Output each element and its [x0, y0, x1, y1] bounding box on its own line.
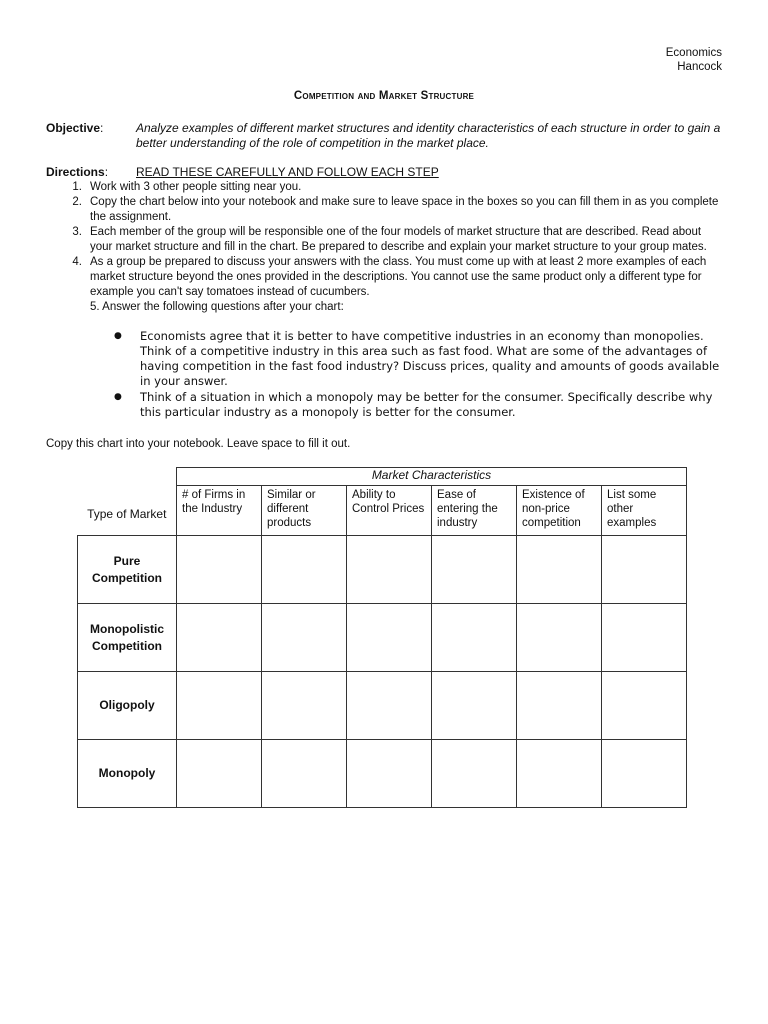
table-cell	[347, 604, 432, 672]
step-text: Copy the chart below into your notebook and make sure to leave space in the boxes so you can fill them in as you complete the assignment.	[90, 196, 719, 223]
row-header-label: Type of Market	[78, 486, 177, 536]
table-cell	[432, 672, 517, 740]
bullet-icon: ●	[114, 331, 122, 341]
table-cell	[432, 536, 517, 604]
table-cell	[517, 740, 602, 808]
column-header: Ability to Control Prices	[347, 486, 432, 536]
header-info	[666, 46, 722, 74]
table-cell	[432, 604, 517, 672]
row-header: Monopolistic Competition	[78, 604, 177, 672]
table-cell	[262, 536, 347, 604]
objective-label: Objective:	[46, 121, 104, 135]
bullet-text: Think of a situation in which a monopoly may be better for the consumer. Specifically describe why this particular industry as a monopoly is better for the consumer.	[140, 390, 713, 419]
question-bullets	[110, 329, 730, 421]
step-five: 5. Answer the following questions after your chart:	[90, 301, 344, 313]
table-row	[78, 536, 687, 604]
table-row	[78, 740, 687, 808]
group-header: Market Characteristics	[177, 468, 687, 486]
list-item	[110, 390, 730, 420]
step-text: Each member of the group will be responsible one of the four models of market structure that are described. Read about your market structure and fill in the chart. Be prepared to describe and explain your market structure to your group mates.	[90, 226, 707, 253]
step-number: 1.	[72, 181, 82, 193]
list-item	[110, 329, 730, 389]
subject-label: Economics	[665, 47, 722, 59]
list-item	[46, 255, 726, 300]
table-cell	[432, 740, 517, 808]
table-cell	[177, 672, 262, 740]
table-cell	[262, 672, 347, 740]
row-header: Pure Competition	[78, 536, 177, 604]
list-item	[46, 225, 726, 255]
list-item	[46, 195, 726, 225]
bullet-icon: ●	[114, 392, 122, 402]
step-number: 2.	[72, 196, 82, 208]
column-header: Existence of non-price competition	[517, 486, 602, 536]
step-text: Work with 3 other people sitting near you.	[90, 181, 302, 193]
list-item	[46, 180, 726, 195]
directions-heading: READ THESE CAREFULLY AND FOLLOW EACH STEP	[136, 165, 439, 179]
table-cell	[262, 740, 347, 808]
column-header: Ease of entering the industry	[432, 486, 517, 536]
table-cell	[177, 740, 262, 808]
table-row	[78, 604, 687, 672]
table-cell	[517, 604, 602, 672]
table-cell	[602, 536, 687, 604]
table-cell	[177, 604, 262, 672]
empty-corner	[78, 468, 177, 486]
step-text: As a group be prepared to discuss your answers with the class. You must come up with at least 2 more examples of each market structure beyond the ones provided in the descriptions. You cannot use the same product only a different type for example you can't say tomatoes instead of cucumbers.	[90, 256, 707, 298]
table-cell	[347, 672, 432, 740]
objective-text: Analyze examples of different market structures and identity characteristics of each structure in order to gain a better understanding of the role of competition in the market place.	[136, 121, 721, 150]
teacher-label: Hancock	[677, 61, 722, 73]
row-header: Monopoly	[78, 740, 177, 808]
copy-note: Copy this chart into your notebook. Leave space to fill it out.	[46, 438, 351, 450]
directions-list	[46, 180, 726, 315]
table-cell	[517, 536, 602, 604]
step-number: 4.	[72, 256, 82, 268]
table-cell	[602, 672, 687, 740]
row-header: Oligopoly	[78, 672, 177, 740]
table-cell	[602, 604, 687, 672]
table-cell	[347, 740, 432, 808]
table-cell	[517, 672, 602, 740]
column-header: # of Firms in the Industry	[177, 486, 262, 536]
column-header: List some other examples	[602, 486, 687, 536]
table-cell	[602, 740, 687, 808]
bullet-text: Economists agree that it is better to have competitive industries in an economy than monopolies. Think of a competitive industry in this area such as fast food. What are some of the advantages of having competition in the fast food industry? Discuss prices, quality and amounts of goods available in your answer.	[140, 329, 720, 388]
table-cell	[347, 536, 432, 604]
page-title: Competition and Market Structure	[293, 90, 475, 102]
column-header: Similar or different products	[262, 486, 347, 536]
market-structure-chart	[77, 467, 687, 808]
step-number: 3.	[72, 226, 82, 238]
table-row	[78, 672, 687, 740]
table-cell	[262, 604, 347, 672]
directions-label: Directions:	[46, 165, 109, 179]
table-cell	[177, 536, 262, 604]
